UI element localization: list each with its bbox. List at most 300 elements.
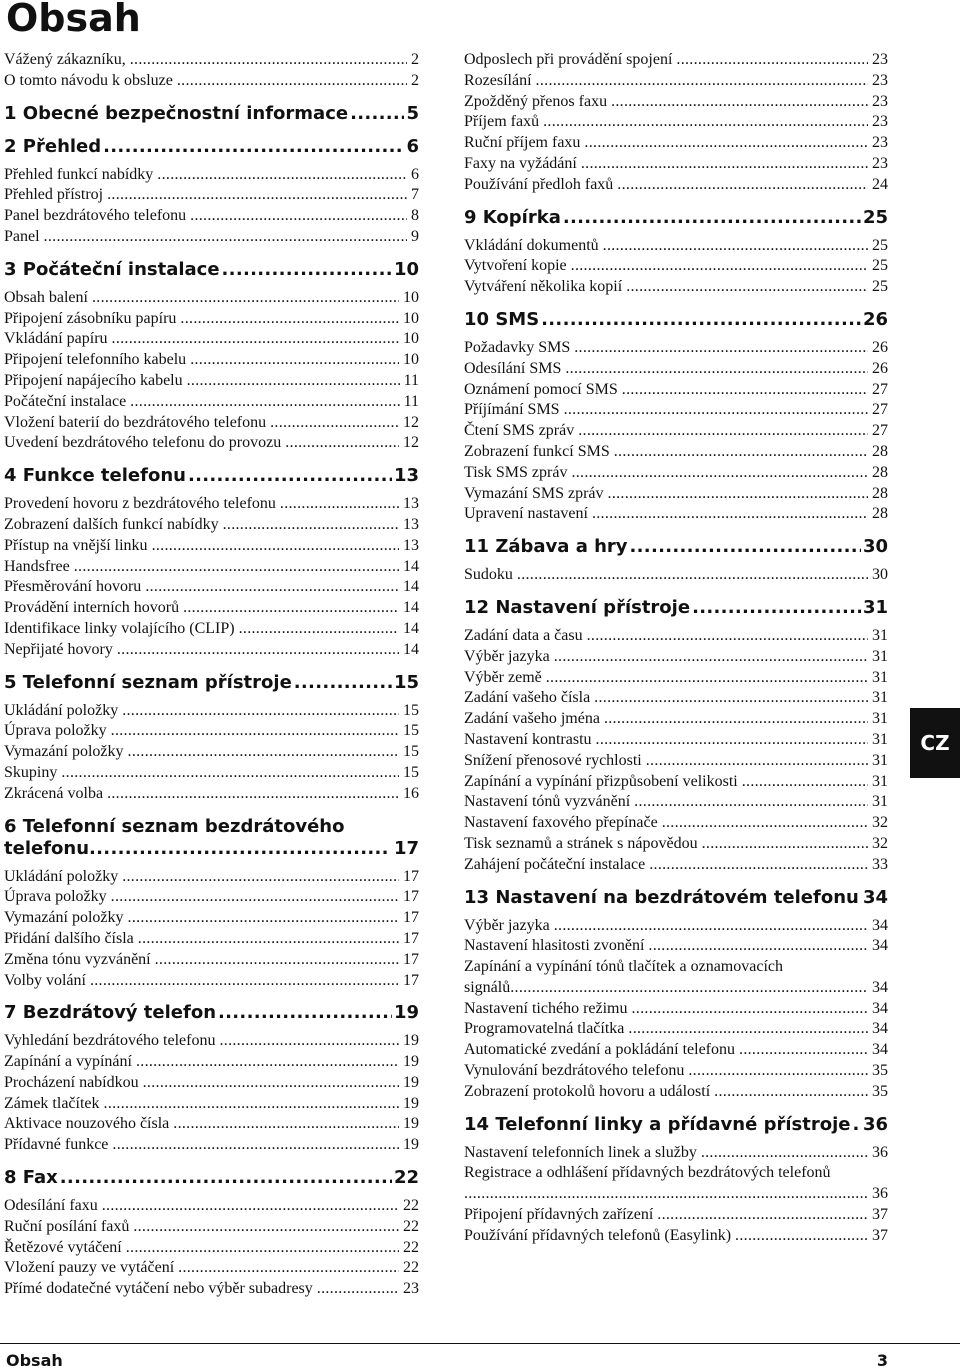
toc-entry[interactable] bbox=[4, 867, 419, 888]
toc-entry[interactable] bbox=[4, 721, 419, 742]
toc-entry[interactable] bbox=[4, 350, 419, 371]
toc-entry[interactable] bbox=[4, 598, 419, 619]
page-number: 15 bbox=[403, 742, 419, 763]
dot-leader bbox=[701, 1143, 868, 1164]
toc-entry-text: Snížení přenosové rychlosti bbox=[464, 751, 642, 772]
toc-entry[interactable] bbox=[4, 887, 419, 908]
toc-entry-text: Počáteční instalace bbox=[4, 392, 126, 413]
page-number: 19 bbox=[394, 1002, 419, 1024]
page-number: 23 bbox=[872, 71, 888, 92]
dot-leader bbox=[173, 1114, 399, 1135]
toc-entry-text: Úprava položky bbox=[4, 721, 107, 742]
toc-entry-text: Připojení napájecího kabelu bbox=[4, 371, 183, 392]
toc-entry[interactable] bbox=[464, 709, 888, 730]
dot-leader bbox=[646, 751, 868, 772]
toc-entry-text: Vymazání SMS zpráv bbox=[464, 484, 604, 505]
toc-entry[interactable] bbox=[4, 536, 419, 557]
toc-entry[interactable] bbox=[4, 1217, 419, 1238]
toc-entry-text: signálů bbox=[464, 978, 510, 999]
toc-entry[interactable] bbox=[464, 999, 888, 1020]
toc-entry-text: Panel bezdrátového telefonu bbox=[4, 206, 186, 227]
toc-entry-text: Aktivace nouzového čísla bbox=[4, 1114, 169, 1135]
toc-entry[interactable] bbox=[464, 71, 888, 92]
page-number: 26 bbox=[872, 338, 888, 359]
toc-entry[interactable] bbox=[4, 742, 419, 763]
toc-entry-text: O tomto návodu k obsluze bbox=[4, 71, 173, 92]
toc-entry[interactable] bbox=[464, 133, 888, 154]
dot-leader bbox=[104, 1094, 399, 1115]
toc-entry[interactable] bbox=[464, 50, 888, 71]
dot-leader bbox=[649, 855, 868, 876]
dot-leader bbox=[574, 338, 868, 359]
toc-entry[interactable] bbox=[464, 421, 888, 442]
dot-leader bbox=[133, 1217, 399, 1238]
toc-entry-text: Zahájení počáteční instalace bbox=[464, 855, 645, 876]
toc-entry-text: Zadání data a času bbox=[464, 626, 583, 647]
page-number: 14 bbox=[403, 577, 419, 598]
page-number: 22 bbox=[403, 1238, 419, 1259]
toc-entry-text: Zpožděný přenos faxu bbox=[464, 92, 607, 113]
toc-entry[interactable] bbox=[4, 515, 419, 536]
toc-entry[interactable] bbox=[4, 494, 419, 515]
dot-leader bbox=[107, 784, 399, 805]
toc-entry[interactable] bbox=[4, 71, 419, 92]
dot-leader bbox=[581, 154, 868, 175]
toc-entry[interactable] bbox=[464, 957, 888, 999]
page-number: 25 bbox=[872, 236, 888, 257]
toc-section-heading[interactable] bbox=[4, 1167, 419, 1189]
page-number: 14 bbox=[403, 640, 419, 661]
page-number: 31 bbox=[872, 751, 888, 772]
toc-entry[interactable] bbox=[4, 640, 419, 661]
toc-entry[interactable] bbox=[464, 112, 888, 133]
toc-entry-text: Zámek tlačítek bbox=[4, 1094, 100, 1115]
toc-entry-text: Provedení hovoru z bezdrátového telefonu bbox=[4, 494, 276, 515]
toc-entry-text: Ruční posílání faxů bbox=[4, 1217, 129, 1238]
toc-section-heading[interactable] bbox=[4, 103, 419, 125]
page-number: 10 bbox=[403, 309, 419, 330]
dot-leader bbox=[130, 50, 407, 71]
toc-entry-text: Handsfree bbox=[4, 557, 70, 578]
toc-entry-text: Upravení nastavení bbox=[464, 504, 588, 525]
page-number: 36 bbox=[863, 1114, 888, 1136]
toc-entry-text: Odposlech při provádění spojení bbox=[464, 50, 672, 71]
toc-entry-text: Výběr jazyka bbox=[464, 916, 550, 937]
page-number: 17 bbox=[403, 929, 419, 950]
dot-leader bbox=[563, 207, 861, 229]
toc-entry-text: Přidání dalšího čísla bbox=[4, 929, 134, 950]
toc-entry[interactable] bbox=[464, 256, 888, 277]
toc-section-heading[interactable] bbox=[464, 887, 888, 909]
section-title: 9 Kopírka bbox=[464, 207, 561, 229]
page-number: 31 bbox=[872, 668, 888, 689]
page-number: 11 bbox=[404, 371, 419, 392]
dot-leader bbox=[546, 668, 868, 689]
toc-entry[interactable] bbox=[4, 784, 419, 805]
toc-entry[interactable] bbox=[464, 1061, 888, 1082]
dot-leader bbox=[592, 504, 868, 525]
dot-leader bbox=[294, 672, 392, 694]
dot-leader bbox=[136, 1052, 399, 1073]
section-title: 8 Fax bbox=[4, 1167, 58, 1189]
dot-leader bbox=[280, 494, 399, 515]
page-number: 34 bbox=[872, 1019, 888, 1040]
page-number: 25 bbox=[863, 207, 888, 229]
dot-leader bbox=[571, 463, 868, 484]
toc-entry-line2 bbox=[464, 978, 888, 999]
toc-entry-text: Příjímání SMS bbox=[464, 400, 560, 421]
toc-entry-text: Zapínání a vypínání bbox=[4, 1052, 132, 1073]
toc-entry[interactable] bbox=[464, 463, 888, 484]
dot-leader bbox=[61, 763, 399, 784]
toc-entry-text: Nepřijaté hovory bbox=[4, 640, 113, 661]
toc-entry-text: Odesílání SMS bbox=[464, 359, 561, 380]
page-number: 31 bbox=[872, 688, 888, 709]
dot-leader bbox=[187, 371, 400, 392]
toc-section-heading[interactable] bbox=[4, 672, 419, 694]
toc-section-heading[interactable] bbox=[464, 536, 888, 558]
dot-leader bbox=[178, 1258, 399, 1279]
toc-entry-text: Vložení baterií do bezdrátového telefonu bbox=[4, 413, 266, 434]
toc-entry[interactable] bbox=[464, 668, 888, 689]
dot-leader bbox=[543, 112, 868, 133]
page-number: 35 bbox=[872, 1082, 888, 1103]
toc-entry[interactable] bbox=[464, 484, 888, 505]
page-number: 34 bbox=[863, 887, 888, 909]
toc-entry[interactable] bbox=[464, 277, 888, 298]
toc-entry[interactable] bbox=[464, 236, 888, 257]
toc-entry[interactable] bbox=[464, 936, 888, 957]
toc-entry-text: Požadavky SMS bbox=[464, 338, 570, 359]
toc-entry[interactable] bbox=[464, 154, 888, 175]
toc-entry[interactable] bbox=[464, 359, 888, 380]
toc-entry[interactable] bbox=[4, 1052, 419, 1073]
toc-entry[interactable] bbox=[464, 380, 888, 401]
toc-section-heading[interactable] bbox=[4, 465, 419, 487]
page-number: 17 bbox=[403, 950, 419, 971]
toc-entry[interactable] bbox=[4, 309, 419, 330]
dot-leader bbox=[89, 838, 390, 860]
toc-entry[interactable] bbox=[464, 1019, 888, 1040]
toc-entry[interactable] bbox=[4, 619, 419, 640]
toc-entry[interactable] bbox=[4, 371, 419, 392]
toc-section-heading[interactable] bbox=[4, 816, 419, 860]
toc-entry[interactable] bbox=[464, 565, 888, 586]
page-number: 13 bbox=[403, 536, 419, 557]
page-number: 14 bbox=[403, 598, 419, 619]
toc-section-heading[interactable] bbox=[464, 207, 888, 229]
toc-entry-text: Provádění interních hovorů bbox=[4, 598, 179, 619]
page-number: 31 bbox=[872, 626, 888, 647]
page-number: 24 bbox=[872, 175, 888, 196]
dot-leader bbox=[180, 309, 399, 330]
page-number: 28 bbox=[872, 442, 888, 463]
dot-leader bbox=[90, 971, 399, 992]
dot-leader bbox=[112, 1135, 399, 1156]
toc-entry[interactable] bbox=[4, 329, 419, 350]
toc-entry[interactable] bbox=[4, 557, 419, 578]
toc-entry[interactable] bbox=[4, 433, 419, 454]
page-number: 31 bbox=[872, 647, 888, 668]
toc-entry[interactable] bbox=[464, 1205, 888, 1226]
dot-leader bbox=[270, 413, 399, 434]
toc-entry[interactable] bbox=[464, 1226, 888, 1247]
dot-leader bbox=[614, 442, 868, 463]
toc-entry[interactable] bbox=[4, 1238, 419, 1259]
toc-entry[interactable] bbox=[464, 442, 888, 463]
toc-entry-text: Připojení telefonního kabelu bbox=[4, 350, 186, 371]
toc-entry-text: Používání předloh faxů bbox=[464, 175, 613, 196]
toc-entry-text: Rozesílání bbox=[464, 71, 532, 92]
page-number: 27 bbox=[872, 400, 888, 421]
toc-entry[interactable] bbox=[464, 772, 888, 793]
toc-entry[interactable] bbox=[4, 929, 419, 950]
toc-entry[interactable] bbox=[4, 1114, 419, 1135]
page-number: 2 bbox=[411, 50, 419, 71]
dot-leader bbox=[222, 259, 392, 281]
toc-entry[interactable] bbox=[464, 92, 888, 113]
toc-entry-text: Zobrazení protokolů hovoru a událostí bbox=[464, 1082, 710, 1103]
page-number: 34 bbox=[872, 999, 888, 1020]
toc-entry[interactable] bbox=[464, 647, 888, 668]
toc-entry-text: Vynulování bezdrátového telefonu bbox=[464, 1061, 684, 1082]
page-number: 28 bbox=[872, 504, 888, 525]
toc-entry-text: Přesměrování hovoru bbox=[4, 577, 141, 598]
page-number: 13 bbox=[394, 465, 419, 487]
toc-entry[interactable] bbox=[4, 701, 419, 722]
toc-section-heading[interactable] bbox=[464, 1114, 888, 1136]
page-number: 31 bbox=[872, 709, 888, 730]
toc-entry-text: Faxy na vyžádání bbox=[464, 154, 577, 175]
dot-leader bbox=[130, 392, 399, 413]
toc-entry[interactable] bbox=[4, 763, 419, 784]
toc-entry-text: Zadání vašeho čísla bbox=[464, 688, 590, 709]
toc-entry-text: Programovatelná tlačítka bbox=[464, 1019, 624, 1040]
dot-leader bbox=[626, 277, 868, 298]
page-number: 28 bbox=[872, 484, 888, 505]
toc-entry-text: Změna tónu vyzvánění bbox=[4, 950, 151, 971]
toc-entry[interactable] bbox=[464, 1163, 888, 1205]
dot-leader bbox=[190, 350, 399, 371]
toc-entry-text: Nastavení faxového přepínače bbox=[464, 813, 658, 834]
dot-leader bbox=[611, 92, 868, 113]
dot-leader bbox=[608, 484, 868, 505]
toc-entry-text: Vytvoření kopie bbox=[464, 256, 567, 277]
toc-entry-text: Vymazání položky bbox=[4, 908, 124, 929]
page-number: 34 bbox=[872, 978, 888, 999]
dot-leader bbox=[676, 50, 868, 71]
dot-leader bbox=[223, 515, 399, 536]
toc-entry[interactable] bbox=[464, 688, 888, 709]
toc-entry[interactable] bbox=[464, 504, 888, 525]
toc-entry-text: Volby volání bbox=[4, 971, 86, 992]
toc-entry[interactable] bbox=[4, 950, 419, 971]
dot-leader bbox=[103, 136, 404, 158]
toc-entry[interactable] bbox=[4, 1094, 419, 1115]
page-number: 22 bbox=[394, 1167, 419, 1189]
section-title: 2 Přehled bbox=[4, 136, 101, 158]
toc-entry[interactable] bbox=[464, 855, 888, 876]
dot-leader bbox=[584, 133, 868, 154]
dot-leader bbox=[571, 256, 868, 277]
dot-leader bbox=[564, 400, 868, 421]
toc-entry[interactable] bbox=[464, 751, 888, 772]
dot-leader bbox=[74, 557, 399, 578]
section-title: 14 Telefonní linky a přídavné přístroje bbox=[464, 1114, 850, 1136]
dot-leader bbox=[44, 227, 407, 248]
toc-entry-text: Přímé dodatečné vytáčení nebo výběr subadresy bbox=[4, 1279, 313, 1300]
toc-entry[interactable] bbox=[464, 400, 888, 421]
toc-entry-text: Přídavné funkce bbox=[4, 1135, 108, 1156]
page-number: 15 bbox=[394, 672, 419, 694]
toc-entry[interactable] bbox=[4, 1258, 419, 1279]
page-number: 26 bbox=[872, 359, 888, 380]
dot-leader bbox=[183, 598, 399, 619]
page-number: 33 bbox=[872, 855, 888, 876]
toc-entry[interactable] bbox=[4, 50, 419, 71]
dot-leader bbox=[603, 236, 868, 257]
section-title: telefonu bbox=[4, 838, 89, 860]
toc-section-heading[interactable] bbox=[464, 597, 888, 619]
page-number: 6 bbox=[406, 136, 419, 158]
dot-leader bbox=[218, 1002, 392, 1024]
toc-entry[interactable] bbox=[464, 1040, 888, 1061]
page-number: 23 bbox=[872, 154, 888, 175]
dot-leader bbox=[714, 1082, 868, 1103]
toc-entry[interactable] bbox=[4, 185, 419, 206]
toc-entry[interactable] bbox=[4, 1073, 419, 1094]
page-number: 12 bbox=[403, 413, 419, 434]
toc-entry[interactable] bbox=[464, 175, 888, 196]
toc-entry[interactable] bbox=[464, 916, 888, 937]
toc-section-heading[interactable] bbox=[464, 309, 888, 331]
toc-entry[interactable] bbox=[4, 908, 419, 929]
dot-leader bbox=[742, 772, 868, 793]
toc-entry[interactable] bbox=[464, 338, 888, 359]
dot-leader bbox=[219, 1031, 399, 1052]
toc-entry[interactable] bbox=[464, 1143, 888, 1164]
toc-entry-text: Zobrazení funkcí SMS bbox=[464, 442, 610, 463]
page-number: 19 bbox=[403, 1135, 419, 1156]
page-number: 13 bbox=[403, 515, 419, 536]
toc-entry-text: Vkládání papíru bbox=[4, 329, 108, 350]
toc-entry-text: Ukládání položky bbox=[4, 867, 118, 888]
toc-entry[interactable] bbox=[4, 577, 419, 598]
toc-entry-text: Nastavení kontrastu bbox=[464, 730, 592, 751]
toc-entry[interactable] bbox=[4, 1196, 419, 1217]
toc-entry-text: Identifikace linky volajícího (CLIP) bbox=[4, 619, 235, 640]
toc-section-heading[interactable] bbox=[4, 259, 419, 281]
dot-leader bbox=[657, 1205, 868, 1226]
toc-entry-text: Odesílání faxu bbox=[4, 1196, 98, 1217]
page-number: 27 bbox=[872, 421, 888, 442]
toc-section-heading[interactable] bbox=[4, 136, 419, 158]
page-number: 11 bbox=[404, 392, 419, 413]
toc-entry-text: Připojení přídavných zařízení bbox=[464, 1205, 653, 1226]
toc-entry[interactable] bbox=[4, 1135, 419, 1156]
page-number: 10 bbox=[403, 329, 419, 350]
page-number: 36 bbox=[872, 1184, 888, 1205]
toc-entry[interactable] bbox=[464, 1082, 888, 1103]
toc-entry-text: Výběr jazyka bbox=[464, 647, 550, 668]
dot-leader bbox=[541, 309, 861, 331]
toc-entry[interactable] bbox=[4, 288, 419, 309]
page-number: 30 bbox=[863, 536, 888, 558]
toc-entry[interactable] bbox=[464, 626, 888, 647]
dot-leader bbox=[604, 709, 868, 730]
section-title: 3 Počáteční instalace bbox=[4, 259, 220, 281]
page-number: 14 bbox=[403, 557, 419, 578]
page-number: 31 bbox=[872, 730, 888, 751]
page-number: 17 bbox=[403, 867, 419, 888]
dot-leader bbox=[702, 834, 868, 855]
dot-leader bbox=[688, 1061, 868, 1082]
page-number: 23 bbox=[872, 133, 888, 154]
toc-entry[interactable] bbox=[4, 392, 419, 413]
toc-entry[interactable] bbox=[464, 730, 888, 751]
toc-entry-text: Ukládání položky bbox=[4, 701, 118, 722]
toc-entry[interactable] bbox=[4, 227, 419, 248]
section-title: 7 Bezdrátový telefon bbox=[4, 1002, 216, 1024]
page-number: 19 bbox=[403, 1052, 419, 1073]
dot-leader bbox=[190, 206, 407, 227]
section-title: 12 Nastavení přístroje bbox=[464, 597, 690, 619]
toc-entry[interactable] bbox=[4, 206, 419, 227]
toc-entry-text: Zadání vašeho jména bbox=[464, 709, 600, 730]
dot-leader bbox=[565, 359, 868, 380]
toc-entry-text: Panel bbox=[4, 227, 40, 248]
toc-entry[interactable] bbox=[464, 813, 888, 834]
page-number: 32 bbox=[872, 834, 888, 855]
page-number: 22 bbox=[403, 1196, 419, 1217]
dot-leader bbox=[152, 536, 399, 557]
footer-section-title: Obsah bbox=[6, 1351, 63, 1370]
page-number: 17 bbox=[394, 838, 419, 860]
page-number: 22 bbox=[403, 1258, 419, 1279]
dot-leader bbox=[117, 640, 399, 661]
toc-entry-text: Vážený zákazníku, bbox=[4, 50, 126, 71]
dot-leader bbox=[92, 288, 399, 309]
dot-leader bbox=[517, 565, 868, 586]
language-tab: CZ bbox=[910, 708, 960, 778]
toc-entry[interactable] bbox=[464, 834, 888, 855]
toc-entry-text: Připojení zásobníku papíru bbox=[4, 309, 176, 330]
page-number: 9 bbox=[411, 227, 419, 248]
dot-leader bbox=[138, 929, 399, 950]
toc-section-heading[interactable] bbox=[4, 1002, 419, 1024]
page-number: 22 bbox=[403, 1217, 419, 1238]
page-number: 17 bbox=[403, 971, 419, 992]
page-number: 27 bbox=[872, 380, 888, 401]
dot-leader bbox=[60, 1167, 392, 1189]
toc-entry-text: Nastavení hlasitosti zvonění bbox=[464, 936, 644, 957]
toc-entry-text: Vymazání položky bbox=[4, 742, 124, 763]
page-number: 31 bbox=[863, 597, 888, 619]
toc-entry-text: Nastavení tichého režimu bbox=[464, 999, 628, 1020]
toc-entry[interactable] bbox=[4, 971, 419, 992]
dot-leader bbox=[735, 1226, 868, 1247]
dot-leader bbox=[739, 1040, 868, 1061]
toc-entry[interactable] bbox=[4, 1279, 419, 1300]
toc-entry[interactable] bbox=[4, 165, 419, 186]
page-number: 14 bbox=[403, 619, 419, 640]
toc-entry-text: Výběr země bbox=[464, 668, 542, 689]
toc-entry[interactable] bbox=[464, 792, 888, 813]
toc-entry[interactable] bbox=[4, 413, 419, 434]
dot-leader bbox=[510, 978, 868, 999]
toc-entry[interactable] bbox=[4, 1031, 419, 1052]
page-number: 7 bbox=[411, 185, 419, 206]
